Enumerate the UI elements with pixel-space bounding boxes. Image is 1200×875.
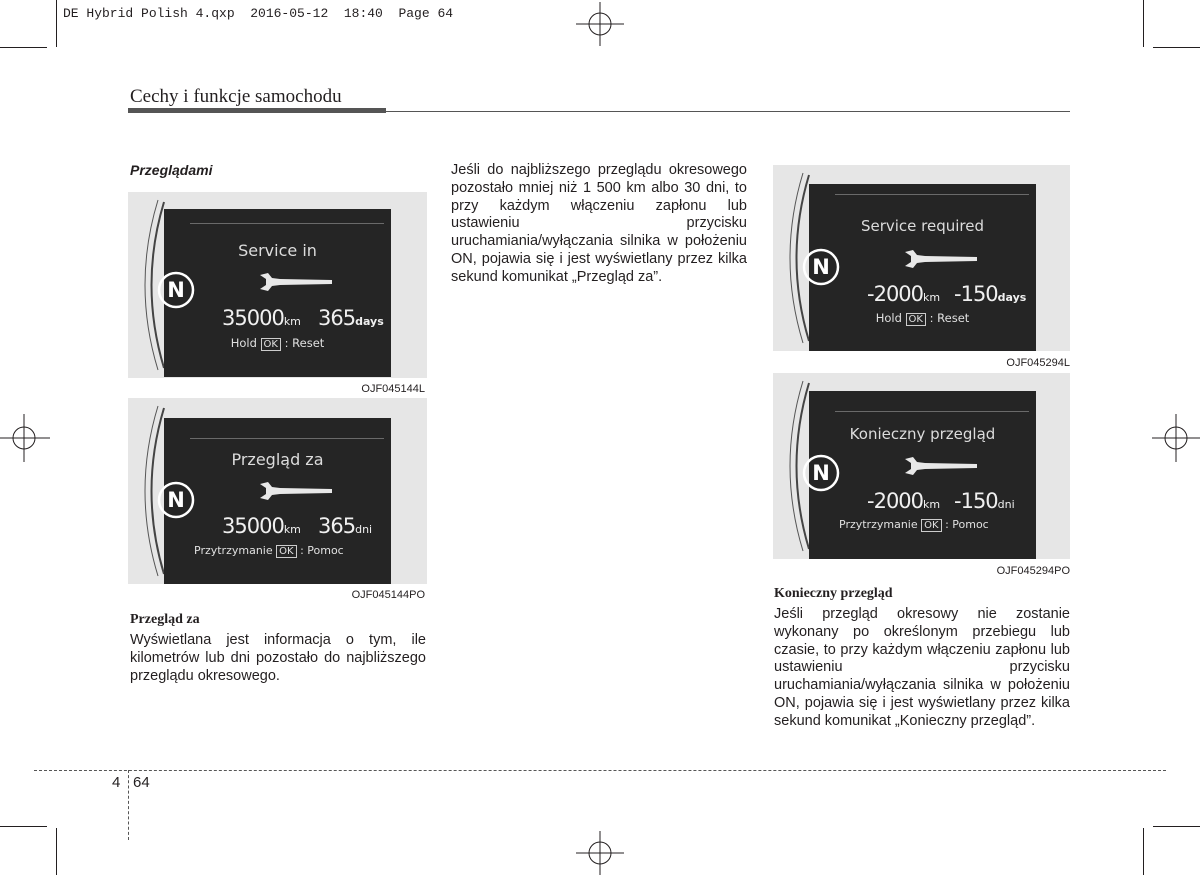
figure-code: OJF045294PO (996, 565, 1070, 577)
gear-n-icon (156, 480, 196, 520)
km-readout: -2000km (867, 489, 941, 513)
days-readout: -150days (954, 282, 1027, 306)
header-rule-light (386, 111, 1070, 112)
registration-target-top (576, 2, 624, 46)
hold-hint: Hold OK : Reset (230, 336, 325, 350)
footer-rule (34, 770, 1166, 771)
footer-divider (128, 770, 129, 840)
svg-text:N: N (812, 461, 830, 485)
display-title: Przegląd za (231, 450, 324, 469)
registration-target-bottom (576, 831, 624, 875)
wrench-icon (258, 269, 334, 295)
section-title: Cechy i funkcje samochodu (130, 86, 342, 107)
svg-text:N: N (167, 278, 185, 302)
body-przeglad-za: Wyświetlana jest informacja o tym, ile kilometrów lub dni pozostało do najbliższego przeglądu okresowego. (130, 632, 426, 684)
km-readout: 35000km (222, 514, 301, 538)
display-screen (809, 391, 1036, 559)
figure-konieczny-przeglad (773, 373, 1070, 559)
figure-code: OJF045144L (361, 383, 425, 395)
registration-target-left (0, 414, 50, 462)
header-rule-dark (128, 108, 386, 113)
figure-code: OJF045144PO (351, 589, 425, 601)
figure-service-required (773, 165, 1070, 351)
ok-button-glyph: OK (276, 545, 296, 558)
days-readout: 365days (318, 306, 384, 330)
svg-text:N: N (167, 488, 185, 512)
days-readout: -150dni (954, 489, 1015, 513)
wrench-icon (258, 478, 334, 504)
heading-konieczny-przeglad: Konieczny przegląd (774, 586, 893, 601)
chapter-number: 4 (112, 774, 121, 791)
registration-target-right (1152, 414, 1200, 462)
subheading-service: Przeglądami (130, 162, 213, 178)
display-screen (809, 184, 1036, 351)
body-intro: Jeśli do najbliższego przeglądu okresowego pozostało mniej niż 1 500 km albo 30 dni, to przy każdym włączeniu zapłonu lub ustawieniu przycisku uruchamiania/wyłączania silnika w położeniu ON, pojawia się i jest wyświetlany przez kilka sekund komunikat „Przegląd za”. (451, 162, 747, 285)
gear-n-icon (801, 453, 841, 493)
heading-przeglad-za: Przegląd za (130, 612, 200, 627)
body-konieczny-przeglad: Jeśli przegląd okresowy nie zostanie wykonany po określonym przebiegu lub czasie, to przy każdym włączeniu zapłonu lub ustawieniu przycisku uruchamiania/wyłączania silnika w położeniu ON, pojawia się i jest wyświetlany przez kilka sekund komunikat „Konieczny przegląd”. (774, 606, 1070, 729)
gear-n-icon (156, 270, 196, 310)
figure-code: OJF045294L (1006, 357, 1070, 369)
display-screen (164, 418, 391, 584)
wrench-icon (903, 246, 979, 272)
display-title: Konieczny przegląd (849, 425, 996, 443)
wrench-icon (903, 453, 979, 479)
figure-przeglad-za (128, 398, 427, 584)
print-slug: DE Hybrid Polish 4.qxp 2016-05-12 18:40 Page 64 (63, 6, 454, 21)
days-readout: 365dni (318, 514, 373, 538)
hold-hint: Przytrzymanie OK : Pomoc (194, 544, 344, 557)
hold-hint: Hold OK : Reset (875, 311, 970, 325)
hold-hint: Przytrzymanie OK : Pomoc (839, 518, 989, 531)
ok-button-glyph: OK (921, 519, 941, 532)
ok-button-glyph: OK (906, 313, 926, 326)
display-title: Service required (860, 217, 985, 235)
km-readout: -2000km (867, 282, 941, 306)
gear-n-icon (801, 247, 841, 287)
display-screen (164, 209, 391, 377)
display-title: Service in (238, 241, 317, 260)
page-number: 64 (133, 774, 150, 791)
figure-service-in (128, 192, 427, 378)
km-readout: 35000km (222, 306, 301, 330)
svg-text:N: N (812, 255, 830, 279)
ok-button-glyph: OK (261, 338, 281, 351)
